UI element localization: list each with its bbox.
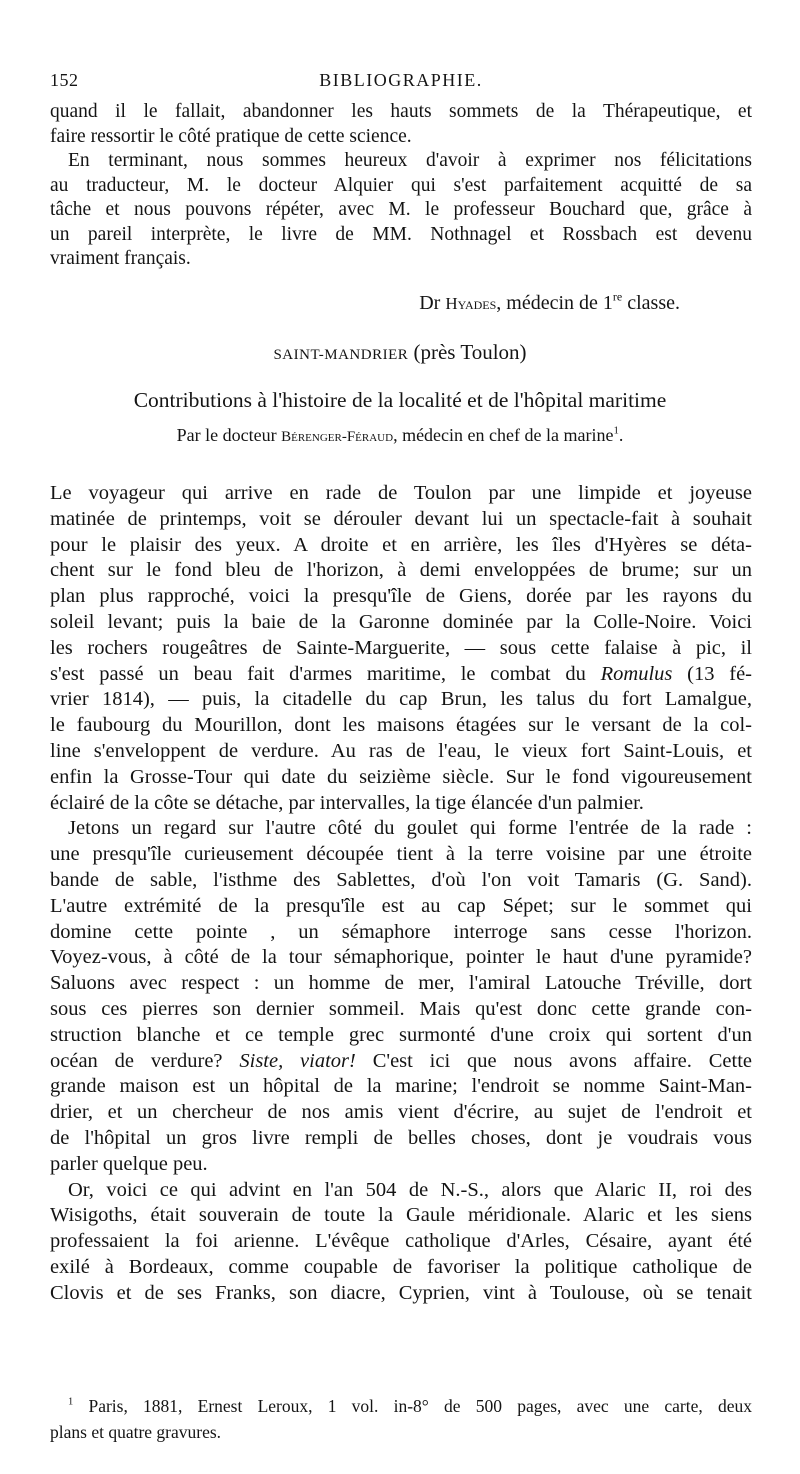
article-place: SAINT-MANDRIER	[273, 347, 409, 363]
text-segment: enfin la Grosse-Tour qui date du seizième siècle. Sur le fond vigoureusement	[50, 765, 752, 788]
footnote-text: plans et quatre gravures.	[50, 1422, 222, 1442]
byline-suffix: , médecin en chef de la marine	[393, 425, 614, 445]
review-signature	[419, 289, 680, 315]
footnote-text: Paris, 1881, Ernest Leroux, 1 vol. in-8° de 500 pages, avec une carte, deux	[88, 1396, 752, 1416]
byline-author: Bérenger-Féraud	[281, 429, 394, 445]
text-segment: struction blanche et ce temple grec surmonté d'une croix qui sortent d'un	[50, 1023, 752, 1046]
article-byline	[0, 425, 800, 446]
text-segment: (13 fé-	[672, 662, 752, 685]
text-segment: s'est passé un beau fait d'armes maritime, le combat du	[50, 662, 601, 685]
footnote-line	[50, 1419, 752, 1445]
text-line	[50, 1049, 752, 1075]
text-line	[50, 1074, 752, 1100]
text-segment: C'est ici que nous avons affaire. Cette	[355, 1049, 752, 1072]
text-segment: Jetons un regard sur l'autre côté du goulet qui forme l'entrée de la rade :	[68, 817, 752, 840]
article-body	[50, 481, 752, 1307]
text-segment: matinée de printemps, voit se dérouler devant lui un spectacle-fait à souhait	[50, 507, 752, 530]
text-segment: professaient la foi arienne. L'évêque catholique d'Arles, Césaire, ayant été	[50, 1230, 752, 1253]
text-segment: domine cette pointe , un sémaphore interroge sans cesse l'horizon.	[50, 920, 752, 943]
signature-role: , médecin de	[496, 292, 603, 314]
text-line: un pareil interprète, le livre de MM. Nothnagel et Rossbach est devenu	[50, 223, 752, 245]
italic-text: Siste, viator!	[239, 1049, 356, 1072]
text-line	[50, 662, 752, 688]
text-segment: Or, voici ce qui advint en l'an 504 de N.-S., alors que Alaric II, roi des	[68, 1178, 752, 1201]
text-segment: plan plus rapproché, voici la presqu'île de Giens, dorée par les rayons du	[50, 585, 752, 608]
text-line	[50, 971, 752, 997]
text-line	[50, 765, 752, 791]
text-segment: bande de sable, l'isthme des Sablettes, d'où l'on voit Tamaris (G. Sand).	[50, 868, 752, 891]
text-segment: les rochers rougeâtres de Sainte-Marguerite, — sous cette falaise à pic, il	[50, 636, 752, 659]
text-segment: grande maison est un hôpital de la marine; l'endroit se nomme Saint-Man-	[50, 1075, 752, 1098]
text-line: au traducteur, M. le docteur Alquier qui s'est parfaitement acquitté de sa	[50, 174, 752, 196]
text-line	[50, 1178, 752, 1204]
article-place-note: (près Toulon)	[413, 340, 527, 364]
signature-name: Hyades	[445, 294, 497, 313]
text-segment: Saluons avec respect : un homme de mer, l'amiral Latouche Tréville, dort	[50, 972, 752, 995]
page-number: 152	[50, 70, 79, 90]
text-line	[50, 945, 752, 971]
running-title: BIBLIOGRAPHIE.	[319, 70, 483, 90]
text-segment: sous ces pierres son dernier sommeil. Mais qu'est donc cette grande con-	[50, 997, 752, 1020]
text-line	[50, 997, 752, 1023]
article-title	[0, 340, 800, 365]
byline-end: .	[618, 425, 624, 445]
text-line	[50, 507, 752, 533]
text-segment: le faubourg du Mourillon, dont les maisons étagées sur le versant de la col-	[50, 714, 752, 737]
italic-text: Romulus	[600, 662, 673, 685]
signature-rank: classe.	[622, 292, 680, 314]
page-header	[50, 70, 752, 100]
text-line	[50, 610, 752, 636]
byline-prefix: Par le docteur	[176, 425, 282, 445]
text-segment: Wisigoths, était souverain de toute la Gaule méridionale. Alaric et les siens	[50, 1204, 752, 1227]
text-line	[50, 920, 752, 946]
text-line	[50, 636, 752, 662]
text-line	[50, 1255, 752, 1281]
text-segment: de l'hôpital un gros livre rempli de belles choses, dont je voudrais vous	[50, 1126, 752, 1149]
text-segment: Clovis et de ses Franks, son diacre, Cyprien, vint à Toulouse, où se tenait	[50, 1281, 752, 1304]
text-line: faire ressortir le côté pratique de cette science.	[50, 125, 412, 147]
text-line	[50, 481, 752, 507]
text-segment: L'autre extrémité de la presqu'île est au cap Sépet; sur le sommet qui	[50, 894, 752, 917]
text-line	[50, 1100, 752, 1126]
text-line	[50, 1023, 752, 1049]
text-segment: pour le plaisir des yeux. A droite et en arrière, les îles d'Hyères se déta-	[50, 533, 752, 556]
text-segment: Le voyageur qui arrive en rade de Toulon par une limpide et joyeuse	[50, 482, 752, 504]
text-segment: Voyez-vous, à côté de la tour sémaphorique, pointer le haut d'une pyramide?	[50, 946, 752, 969]
text-segment: parler quelque peu.	[50, 1152, 208, 1175]
text-line	[50, 1203, 752, 1229]
text-segment: soleil levant; puis la baie de la Garonne dominée par la Colle-Noire. Voici	[50, 610, 752, 633]
text-segment: éclairé de la côte se détache, par intervalles, la tige élancée d'un palmier.	[50, 791, 644, 814]
text-line	[50, 791, 752, 817]
text-line	[50, 894, 752, 920]
footnote-line	[50, 1393, 752, 1419]
text-line	[50, 713, 752, 739]
intro-text	[50, 100, 752, 272]
text-line	[50, 739, 752, 765]
article-subtitle: Contributions à l'histoire de la localité et de l'hôpital maritime	[133, 388, 667, 412]
text-line	[50, 687, 752, 713]
text-line	[50, 868, 752, 894]
text-line: vraiment français.	[50, 248, 191, 269]
text-segment: chent sur le fond bleu de l'horizon, à demi enveloppées de brume; sur un	[50, 559, 752, 582]
text-line	[50, 816, 752, 842]
footnote-marker: 1	[68, 1396, 74, 1408]
text-segment: une presqu'île curieusement découpée tient à la terre voisine par une étroite	[50, 843, 752, 866]
text-segment: vrier 1814), — puis, la citadelle du cap Brun, les talus du fort Lamalgue,	[50, 688, 752, 711]
text-line	[50, 842, 752, 868]
signature-ordinal-sup: re	[612, 289, 623, 304]
text-line: tâche et nous pouvons répéter, avec M. le professeur Bouchard que, grâce à	[50, 199, 752, 220]
text-line	[50, 1126, 752, 1152]
signature-ordinal: 1	[602, 292, 613, 314]
text-segment: drier, et un chercheur de nos amis vient d'écrire, au sujet de l'endroit et	[50, 1101, 752, 1124]
text-segment: line s'enveloppent de verdure. Au ras de l'eau, le vieux fort Saint-Louis, et	[50, 739, 752, 762]
footnote-reference: 1	[613, 424, 619, 437]
text-line: quand il le fallait, abandonner les hauts sommets de la Thérapeutique, et	[50, 101, 752, 122]
text-line	[50, 533, 752, 559]
signature-title: Dr	[419, 292, 441, 314]
text-line	[50, 558, 752, 584]
text-line	[50, 1281, 752, 1307]
text-line	[50, 1152, 752, 1178]
text-segment: océan de verdure?	[50, 1049, 240, 1072]
footnote	[50, 1393, 752, 1445]
text-segment: exilé à Bordeaux, comme coupable de favoriser la politique catholique de	[50, 1255, 752, 1278]
text-line	[50, 1229, 752, 1255]
text-line	[50, 584, 752, 610]
text-line: En terminant, nous sommes heureux d'avoir à exprimer nos félicitations	[68, 150, 752, 171]
